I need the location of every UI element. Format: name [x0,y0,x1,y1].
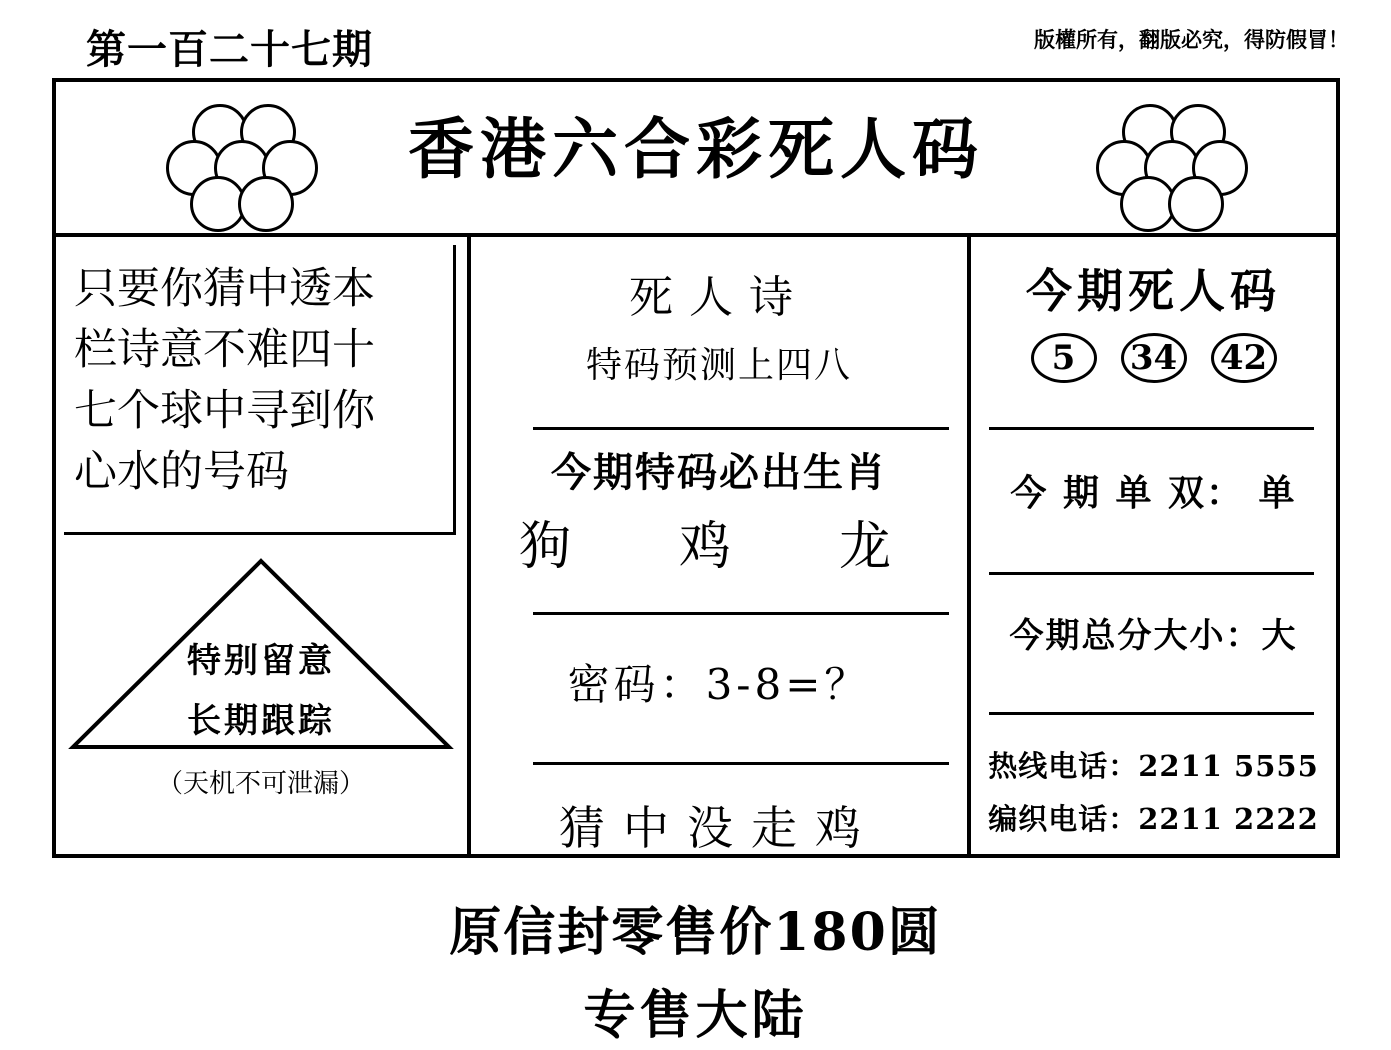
page-title: 香港六合彩死人码 [408,110,984,188]
size-line: 今期总分大小：大 [1009,616,1298,656]
contact-section [971,712,1336,867]
zodiac-section [471,427,967,612]
death-poem-title: 死人诗 [629,272,809,323]
poem-line: 七个球中寻到你 [74,386,375,437]
triangle-line-1: 特别留意 [187,641,335,681]
copyright-notice: 版權所有，翻版必究，得防假冒！ [1034,27,1349,52]
triangle-note: （天机不可泄漏） [156,769,365,799]
org-phone: 编织电话：2211 2222 [988,802,1319,836]
triangle-callout [66,555,456,799]
title-band [56,82,1336,237]
ball-cluster-right-icon [1074,104,1264,214]
death-poem-subtitle: 特码预测上四八 [585,345,852,386]
dead-code-section [971,237,1336,427]
dead-code-number-list [971,321,1336,383]
number-ball: 5 [1031,333,1097,383]
poem-line: 栏诗意不难四十 [74,325,375,376]
guess-section [471,762,967,867]
poem-line: 只要你猜中透本 [74,264,375,314]
death-poem-section [471,237,967,427]
odd-even-section [971,427,1336,572]
poem-box [64,245,456,535]
dead-code-heading: 今期死人码 [1026,264,1281,318]
middle-column [471,237,971,854]
secret-code-section [471,612,967,762]
right-column [971,237,1336,854]
secret-code-line: 密码：3-8=？ [567,660,871,709]
left-column [56,237,471,854]
zodiac-values: 狗 鸡 龙 [518,517,919,577]
number-ball: 34 [1121,333,1187,383]
zodiac-heading: 今期特码必出生肖 [551,449,887,496]
poem-line: 心水的号码 [74,447,289,498]
main-frame [52,78,1340,858]
odd-even-line: 今 期 单 双： 单 [1010,472,1297,514]
size-section [971,572,1336,712]
guess-line: 猜中没走鸡 [559,801,879,855]
hotline-phone: 热线电话：2211 5555 [988,749,1319,783]
triangle-line-2: 长期跟踪 [187,701,335,741]
footer [0,890,1391,1048]
number-ball: 42 [1211,333,1277,383]
price-line: 原信封零售价180圆 [449,902,942,963]
issue-number: 第一百二十七期 [86,26,373,73]
region-line: 专售大陆 [583,985,808,1046]
